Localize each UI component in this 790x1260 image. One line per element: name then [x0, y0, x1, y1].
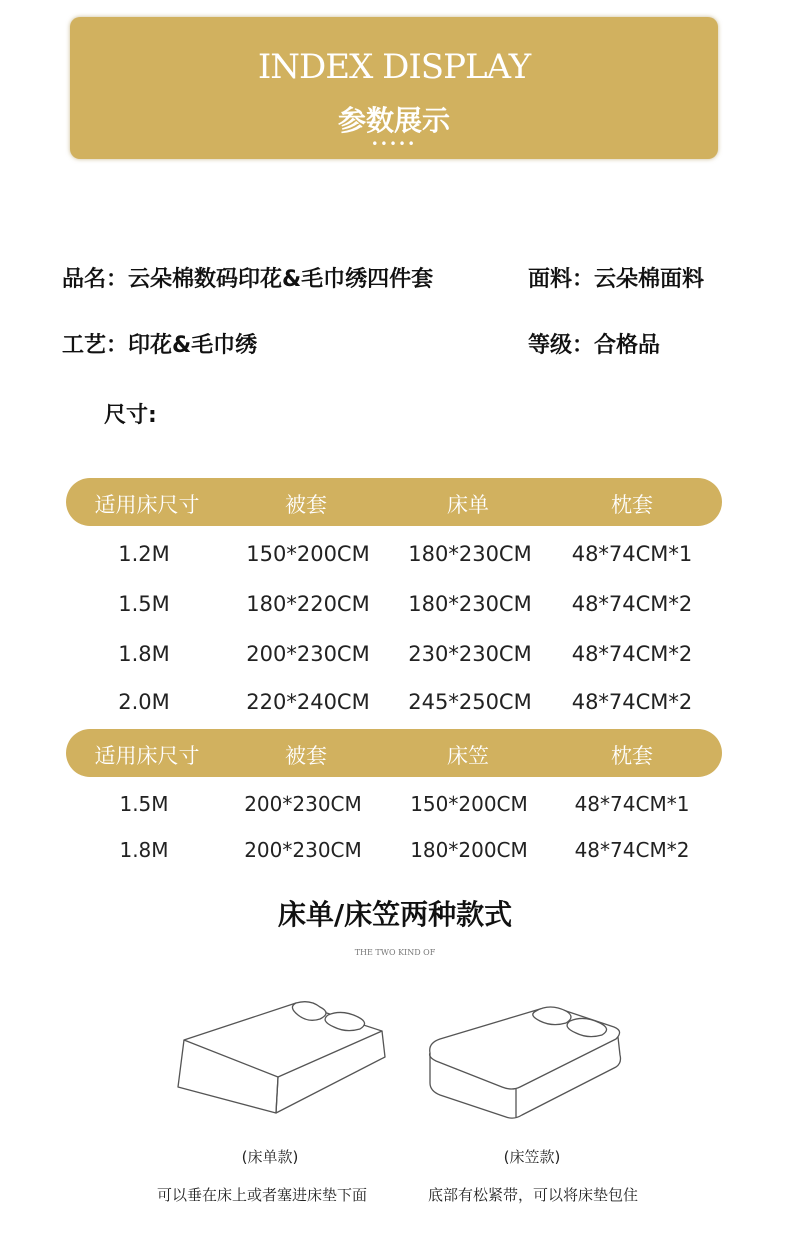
product-grade: 等级：合格品 — [528, 333, 661, 358]
styles-title: 床单/床笠两种款式 — [277, 898, 513, 931]
table-row — [66, 784, 722, 824]
fitted-sheet-desc: 底部有松紧带，可以将床垫包住 — [427, 1186, 638, 1204]
table1-header-sheet: 床单 — [447, 493, 489, 517]
table-cell: 230*230CM — [408, 642, 532, 666]
table-cell: 245*250CM — [408, 690, 532, 714]
table-row — [66, 830, 722, 870]
table-cell: 200*230CM — [246, 642, 370, 666]
size-label: 尺寸: — [104, 403, 157, 428]
table2-header-fitted: 床笠 — [447, 744, 489, 768]
table-cell: 180*230CM — [408, 542, 532, 566]
table2-header-pillow: 枕套 — [611, 744, 653, 768]
table-cell: 48*74CM*1 — [574, 792, 690, 816]
table-cell: 48*74CM*2 — [571, 690, 693, 714]
table-cell: 48*74CM*2 — [574, 838, 690, 862]
table-row — [66, 634, 722, 674]
table1-header-pillow: 枕套 — [611, 493, 653, 517]
table1-header-bed: 适用床尺寸 — [94, 493, 200, 517]
banner-subtitle: 参数展示 — [337, 104, 450, 137]
table-cell: 150*200CM — [410, 792, 528, 816]
table-cell: 180*200CM — [410, 838, 528, 862]
styles-subtitle: THE TWO KIND OF — [354, 948, 436, 957]
table-cell: 1.2M — [118, 542, 170, 566]
table-cell: 180*220CM — [246, 592, 370, 616]
table-cell: 1.5M — [118, 592, 170, 616]
table-cell: 2.0M — [118, 690, 170, 714]
table1-header-duvet: 被套 — [285, 493, 327, 517]
table-cell: 200*230CM — [244, 792, 362, 816]
table-row — [66, 534, 722, 574]
product-fabric: 面料：云朵棉面料 — [528, 267, 705, 292]
table-cell: 48*74CM*1 — [571, 542, 693, 566]
table-cell: 180*230CM — [408, 592, 532, 616]
banner-dots: ••••• — [371, 137, 417, 151]
table-cell: 220*240CM — [246, 690, 370, 714]
table-cell: 48*74CM*2 — [571, 642, 693, 666]
flat-sheet-desc: 可以垂在床上或者塞进床垫下面 — [156, 1186, 367, 1204]
fitted-sheet-name: (床笠款) — [503, 1148, 561, 1166]
header-banner — [70, 17, 718, 159]
table-row — [66, 682, 722, 722]
table-cell: 1.8M — [119, 838, 169, 862]
product-name: 品名：云朵棉数码印花&毛巾绣四件套 — [62, 267, 434, 292]
flat-sheet-illustration — [170, 995, 400, 1125]
table-cell: 1.8M — [118, 642, 170, 666]
table2-header-bed: 适用床尺寸 — [94, 744, 200, 768]
table-cell: 48*74CM*2 — [571, 592, 693, 616]
table2-header-duvet: 被套 — [285, 744, 327, 768]
flat-sheet-name: (床单款) — [241, 1148, 299, 1166]
table1-header — [66, 478, 722, 526]
banner-title: INDEX DISPLAY — [257, 47, 531, 87]
table-cell: 200*230CM — [244, 838, 362, 862]
table-row — [66, 584, 722, 624]
product-craft: 工艺：印花&毛巾绣 — [62, 333, 258, 358]
table2-header — [66, 729, 722, 777]
fitted-sheet-illustration — [420, 995, 640, 1125]
table-cell: 150*200CM — [246, 542, 370, 566]
table-cell: 1.5M — [119, 792, 169, 816]
